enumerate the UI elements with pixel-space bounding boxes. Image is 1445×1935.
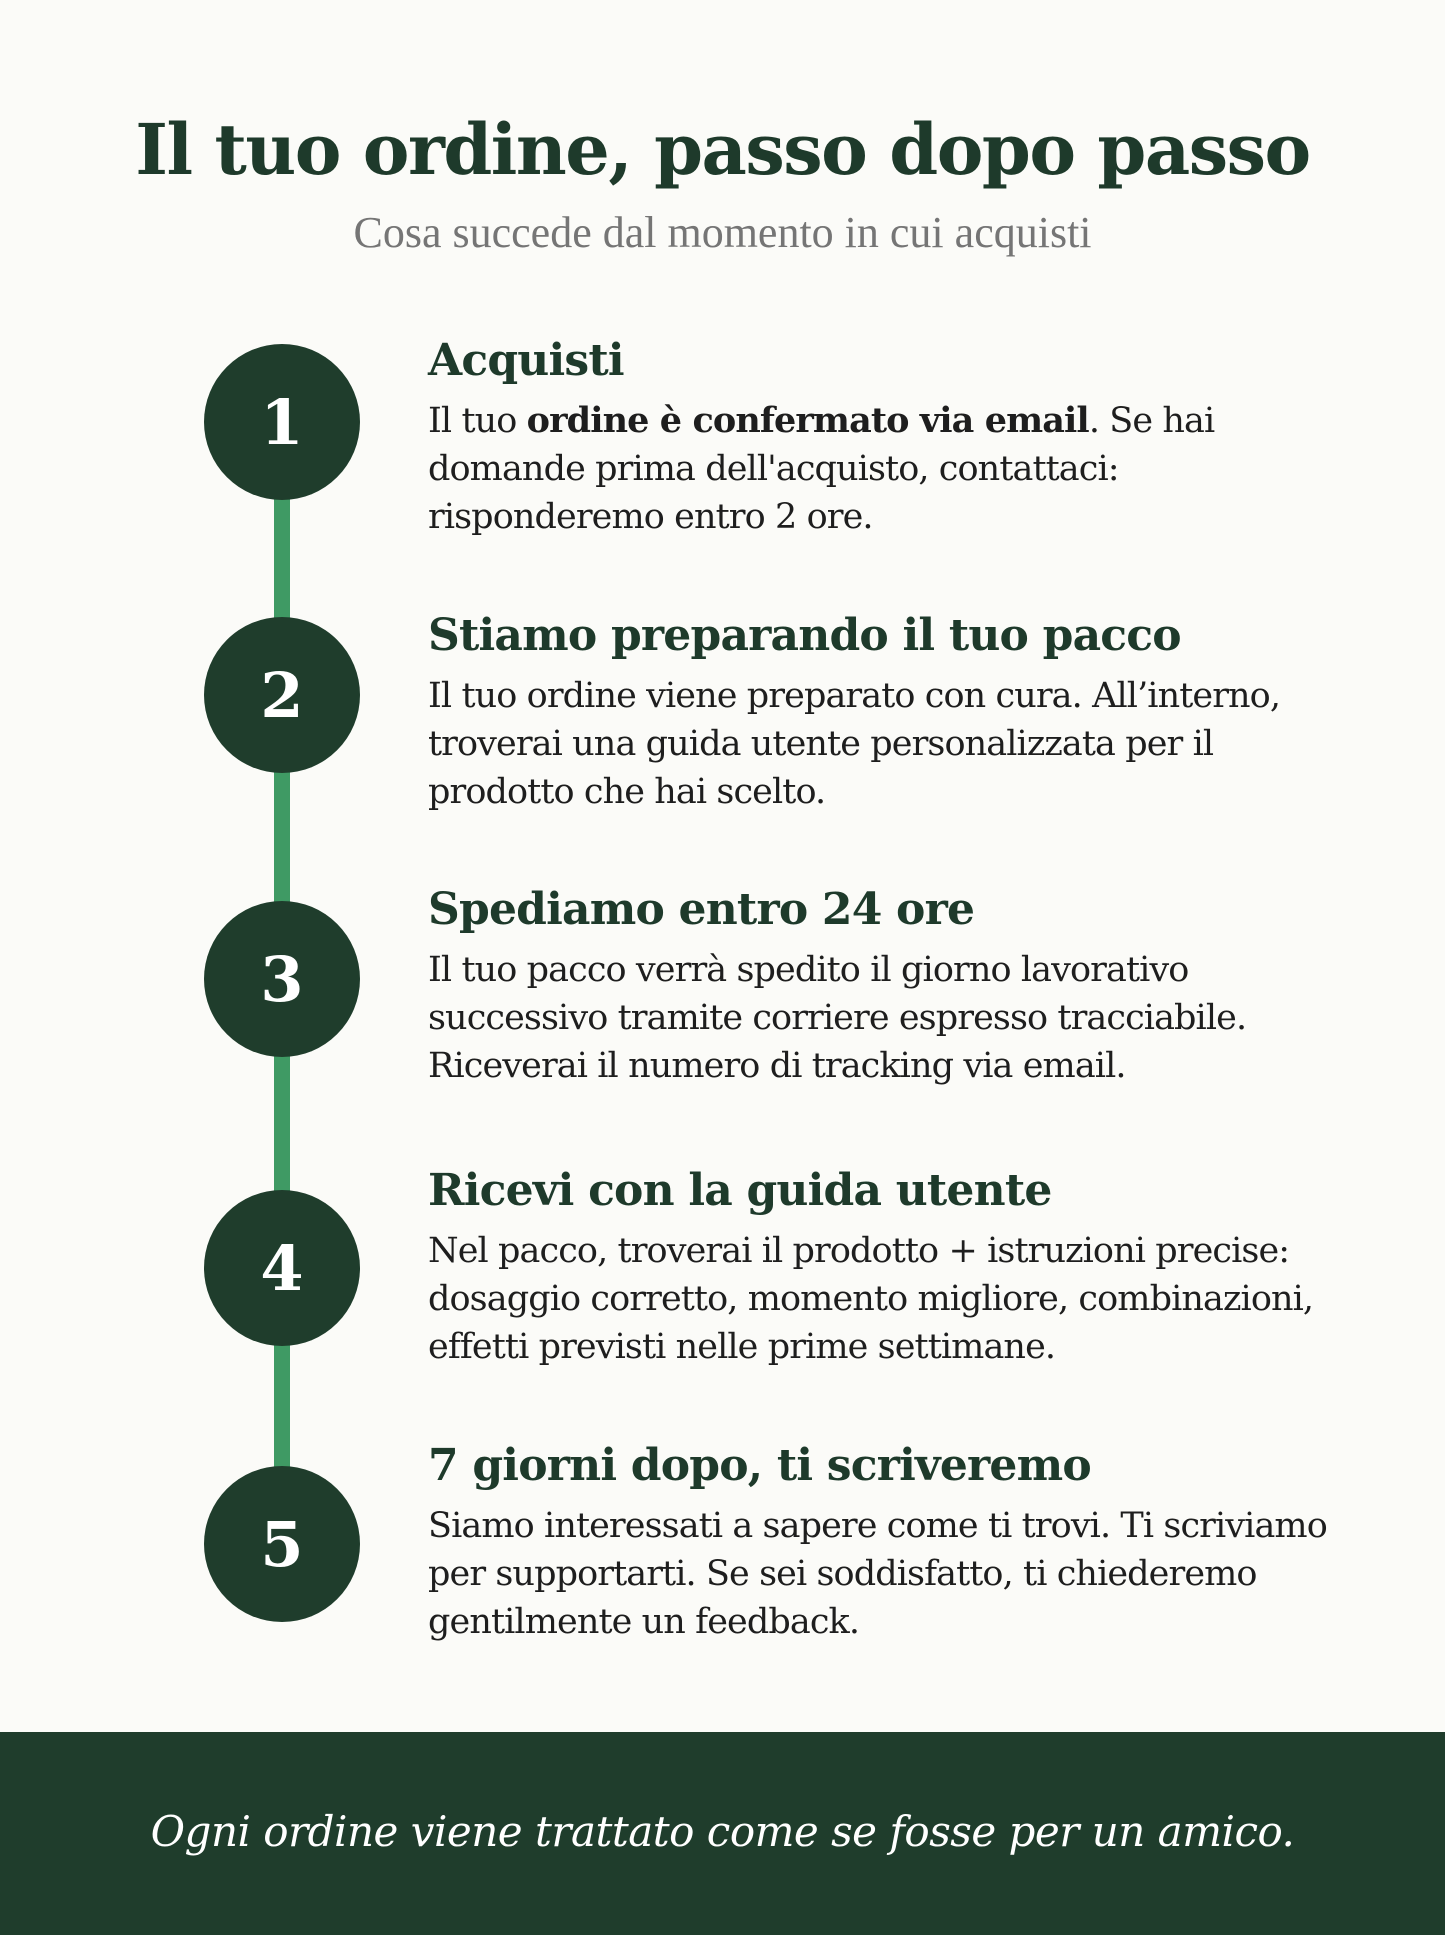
page-title: Il tuo ordine, passo dopo passo [135, 108, 1310, 191]
step-1-description [428, 397, 1348, 541]
step-2-title: Stiamo preparando il tuo pacco [428, 610, 1181, 661]
step-4-title: Ricevi con la guida utente [428, 1165, 1052, 1216]
step-1-number-badge: 1 [204, 344, 360, 500]
step-5-title: 7 giorni dopo, ti scriveremo [428, 1440, 1091, 1491]
step-5-content [428, 1436, 1348, 1646]
step-3-description: Il tuo pacco verrà spedito il giorno lavorativo successivo tramite corriere espresso tracciabile. Riceverai il numero di tracking via email. [428, 950, 1247, 1086]
step-4-content [428, 1161, 1348, 1371]
footer-banner [0, 1732, 1445, 1935]
step-5-number-badge: 5 [204, 1466, 360, 1622]
step-1-description-start: Il tuo [428, 401, 527, 441]
step-5-description: Siamo interessati a sapere come ti trovi. Ti scriviamo per supportarti. Se sei soddisfatto, ti chiederemo gentilmente un feedback. [428, 1506, 1327, 1642]
step-3-title: Spediamo entro 24 ore [428, 884, 975, 935]
step-1-content [428, 331, 1348, 541]
step-3-number-badge: 3 [204, 901, 360, 1057]
step-2-number-badge: 2 [204, 617, 360, 773]
step-4-description: Nel pacco, troverai il prodotto + istruzioni precise: dosaggio corretto, momento migliore, combinazioni, effetti previsti nelle prime settimane. [428, 1231, 1314, 1367]
step-2-content [428, 606, 1348, 816]
page-subtitle: Cosa succede dal momento in cui acquisti [353, 208, 1092, 257]
step-4-number-badge: 4 [204, 1190, 360, 1346]
step-1-description-end: . Se hai domande prima dell'acquisto, contattaci: risponderemo entro 2 ore. [428, 401, 1215, 537]
step-3-content [428, 880, 1348, 1090]
step-1-description-emphasis: ordine è confermato via email [526, 400, 1089, 441]
step-1-title: Acquisti [428, 335, 624, 386]
step-2-description: Il tuo ordine viene preparato con cura. All’interno, troverai una guida utente personalizzata per il prodotto che hai scelto. [428, 676, 1281, 812]
footer-tagline: Ogni ordine viene trattato come se fosse per un amico. [150, 1807, 1295, 1856]
